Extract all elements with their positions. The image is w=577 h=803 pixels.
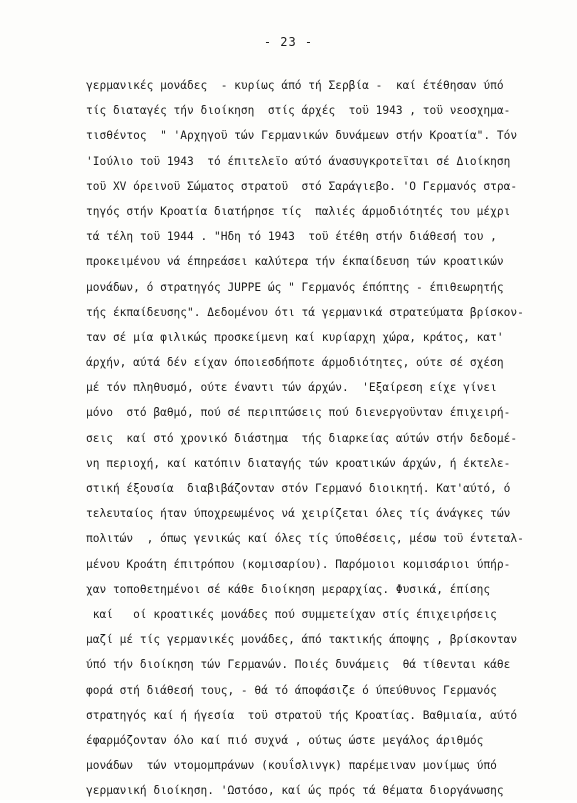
text-line: 'Ιούλιο τοϋ 1943 τό έπιτελεϊο αύτό άνασυγκροτεϊται σέ Διοίκηση	[86, 154, 511, 168]
text-line: ταν σέ μία φιλικώς προσκείμενη καί κυρίαρχη χώρα, κράτος, κατ'	[86, 330, 504, 344]
text-line: τής έκπαίδευσης". Δεδομένου ότι τά γερμανικά στρατεύματα βρίσκον-	[86, 305, 524, 319]
text-line: στρατηγός καί ή ήγεσία τοϋ στρατοϋ τής Κροατίας. Βαθμιαία, αύτό	[86, 708, 518, 722]
text-line: στική έξουσία διαβιβάζονταν στόν Γερμανό διοικητή. Κατ'αύτό, ό	[86, 482, 511, 495]
body-text	[86, 73, 556, 803]
text-line: νη περιοχή, καί κατόπιν διαταγής τών κροατικών άρχών, ή έκτελε-	[86, 456, 511, 470]
text-line: χαν τοποθετημένοι σέ κάθε διοίκηση μεραρχίας. Φυσικά, έπίσης	[86, 582, 491, 596]
text-line: σεις καί στό χρονικό διάστημα τής διαρκείας αύτών στήν δεδομέ-	[86, 431, 518, 445]
text-line: τίς διαταγές τήν διοίκηση στίς άρχές τοϋ 1943 , τοϋ νεοσχημα-	[86, 104, 511, 118]
text-line: μαζί μέ τίς γερμανικές μονάδες, άπό τακτικής άποψης , βρίσκονταν	[86, 633, 518, 647]
text-line: μονάδων, ό στρατηγός JUPPE ώς " Γερμανός έπόπτης - έπιθεωρητής	[86, 280, 504, 294]
text-line: μονάδων τών ντομομπράνων (κουΐσλινγκ) παρέμειναν μονίμως ύπό	[86, 759, 497, 773]
text-line: τισθέντος " 'Αρχηγοϋ τών Γερμανικών δυνάμεων στήν Κροατία". Τόν	[86, 129, 518, 143]
text-line: ύπό τήν διοίκηση τών Γερμανών. Ποιές δυνάμεις θά τίθενται κάθε	[86, 658, 511, 672]
text-line: άρχήν, αύτά δέν είχαν όποιεσδήποτε άρμοδιότητες, ούτε σέ σχέση	[86, 356, 504, 370]
text-line: γερμανικές μονάδες - κυρίως άπό τή Σερβία - καί έτέθησαν ύπό	[86, 79, 504, 92]
text-line: προκειμένου νά έπηρεάσει καλύτερα τήν έκπαίδευση τών κροατικών	[86, 255, 504, 269]
text-line: γερμανική διοίκηση. 'Ωστόσο, καί ώς πρός τά θέματα διοργάνωσης	[86, 784, 504, 798]
text-line: μόνο στό βαθμό, πού σέ περιπτώσεις πού διενεργοϋνταν έπιχειρή-	[86, 406, 511, 420]
text-line: τοϋ XV όρεινοϋ Σώματος στρατοϋ στό Σαράγιεβο. 'Ο Γερμανός στρα-	[86, 179, 518, 193]
text-line: πολιτών , όπως γενικώς καί όλες τίς ύποθέσεις, μέσω τοϋ έντεταλ-	[86, 532, 524, 546]
text-line: καί οί κροατικές μονάδες πού συμμετείχαν στίς έπιχειρήσεις	[86, 607, 497, 621]
text-line: τά τέλη τοϋ 1944 . "Ηδη τό 1943 τοϋ έτέθη στήν διάθεσή του ,	[86, 230, 497, 244]
page-number: - 23 -	[263, 35, 314, 49]
text-line: τηγός στήν Κροατία διατήρησε τίς παλιές άρμοδιότητές του μέχρι	[86, 204, 511, 218]
text-line: μέ τόν πληθυσμό, ούτε έναντι τών άρχών. 'Εξαίρεση είχε γίνει	[86, 381, 497, 395]
text-line: μένου Κροάτη έπιτρόπου (κομισαρίου). Παρόμοιοι κομισάριοι ύπήρ-	[86, 557, 511, 571]
text-line: έφαρμόζονταν όλο καί πιό συχνά , ούτως ώστε μεγάλος άριθμός	[86, 733, 484, 747]
text-line: τελευταίος ήταν ύποχρεωμένος νά χειρίζεται όλες τίς άνάγκες τών	[86, 507, 511, 521]
text-line: φορά στή διάθεσή τους, - θά τό άποφάσιζε ό ύπεύθυνος Γερμανός	[86, 683, 497, 697]
